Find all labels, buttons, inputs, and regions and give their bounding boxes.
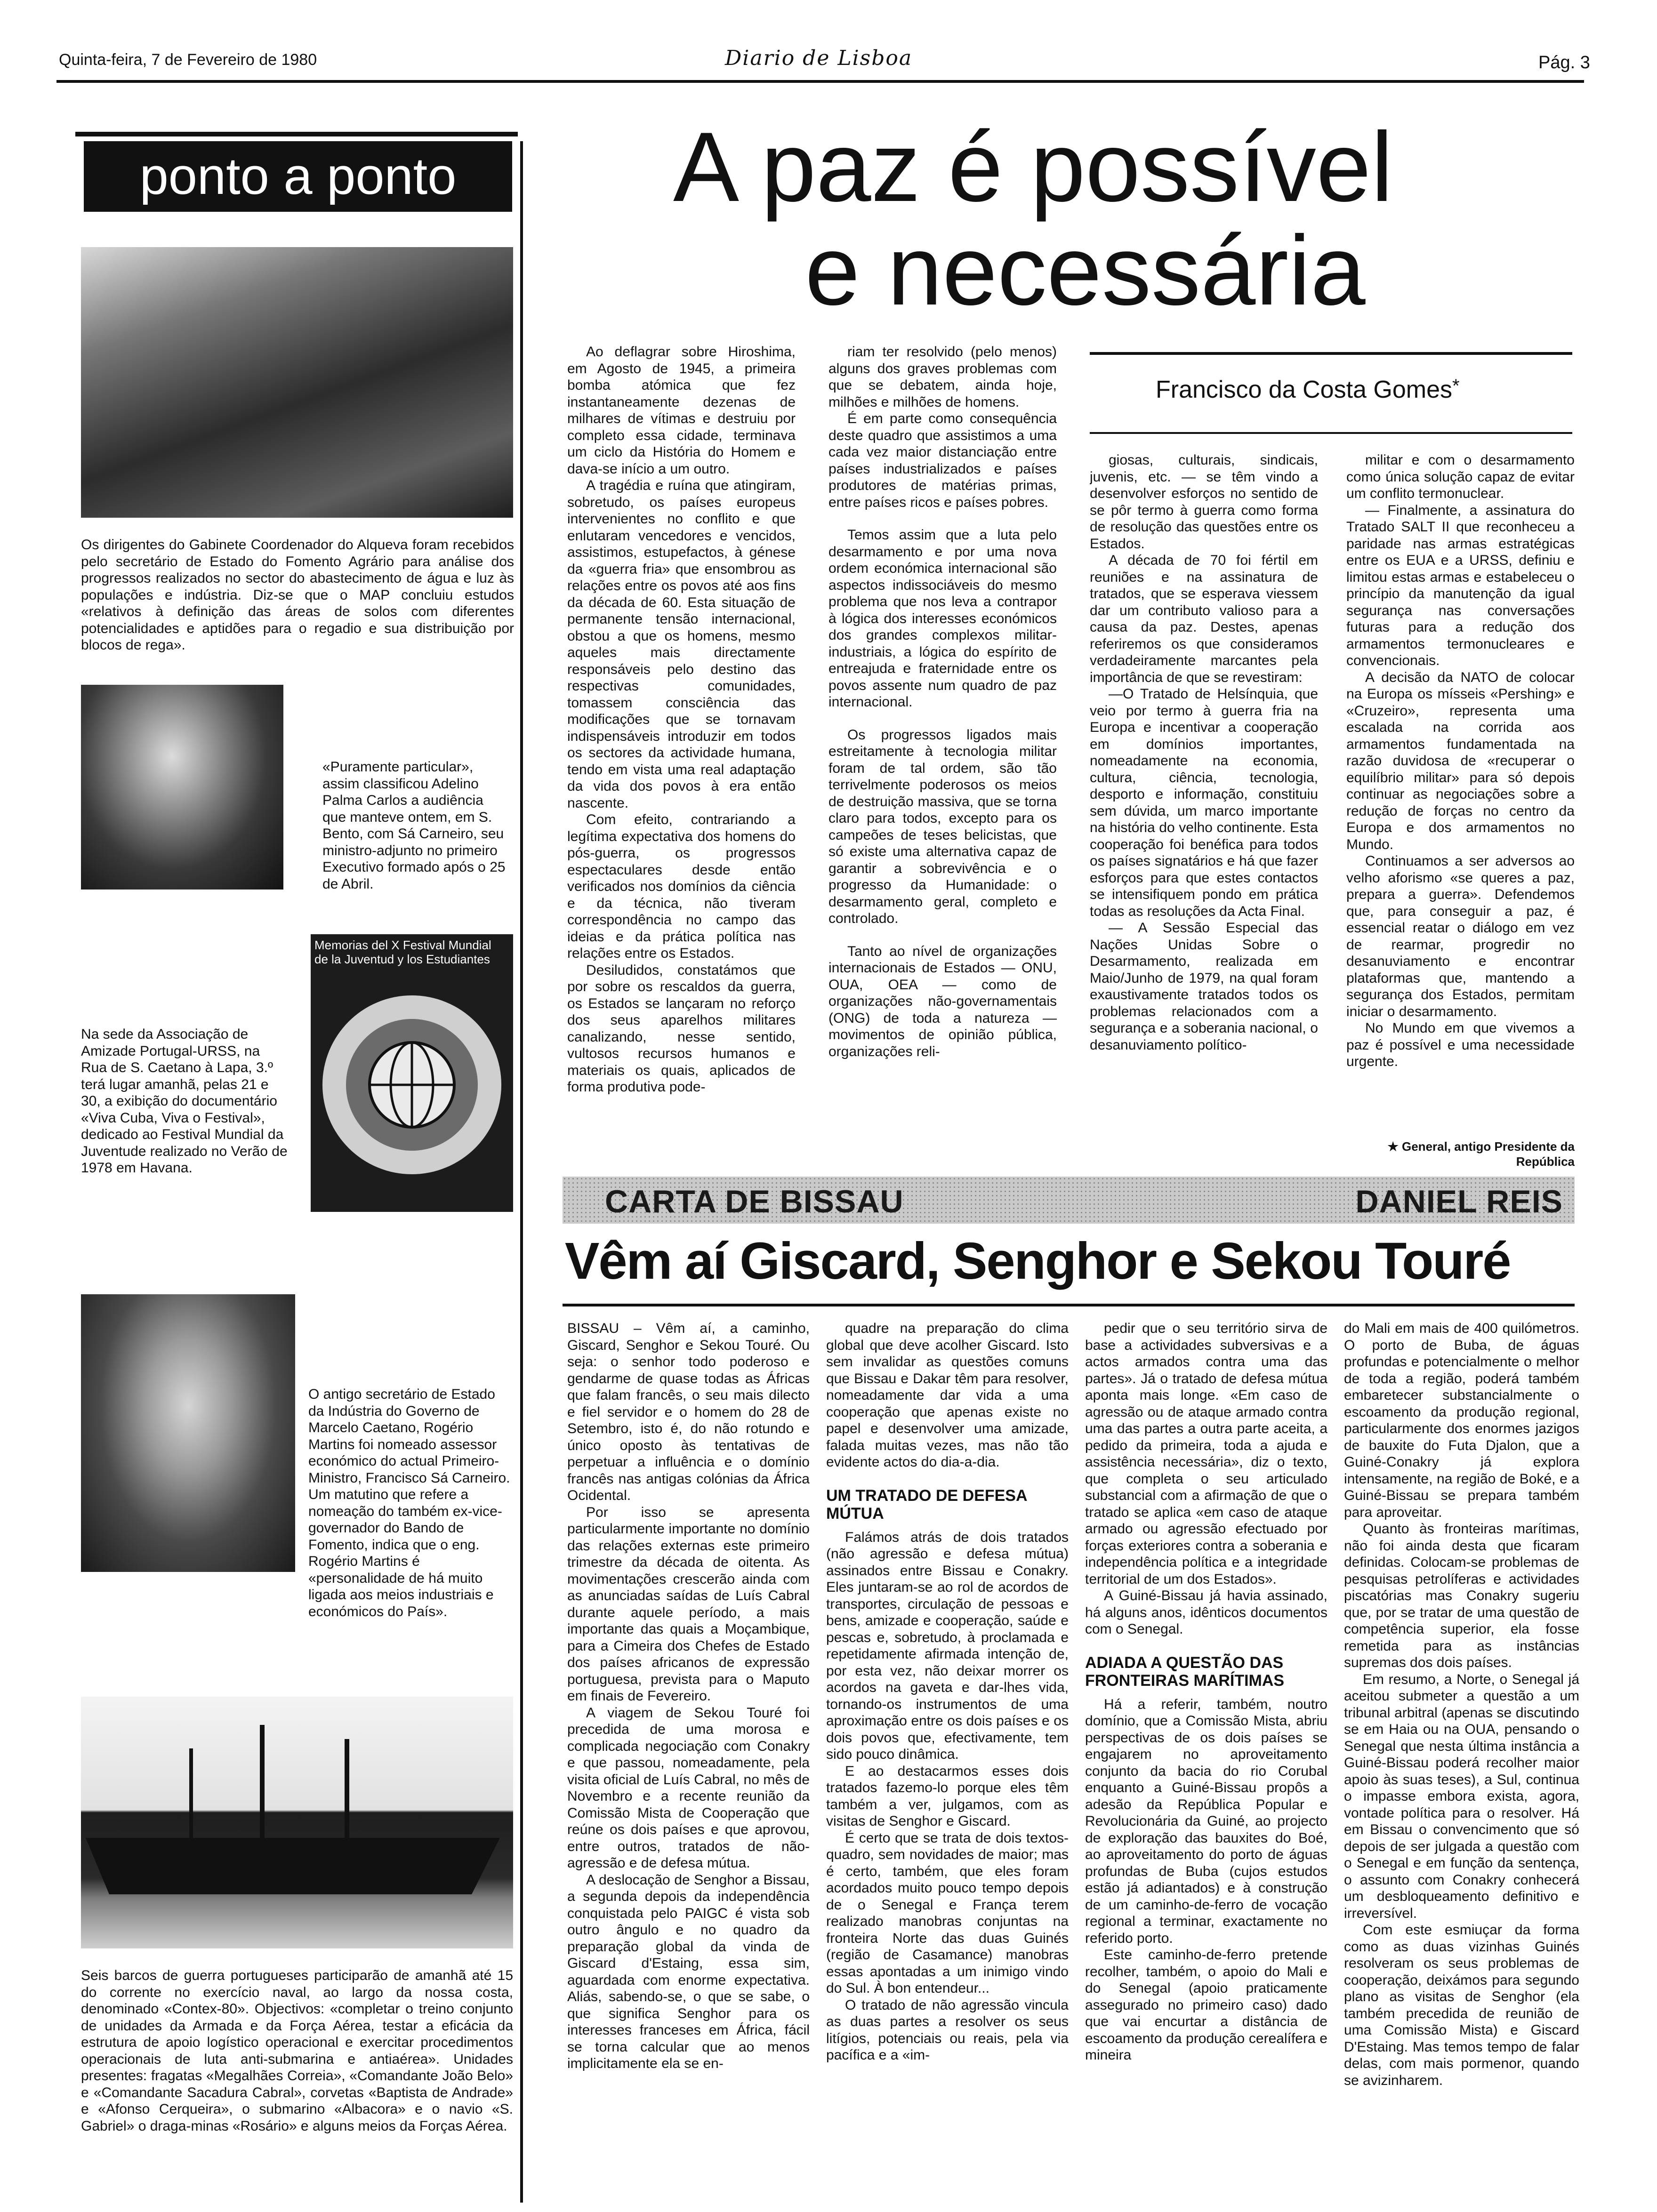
- paragraph: É certo que se trata de dois textos-quadro, sem novidades de maior; mas é certo, também, que eles foram acordados muito pouco tempo depois de o Senegal e França terem realizado manobras conjuntas na fronteira Norte das duas Guinés (região de Casamance) manobras essas apontadas a um inimigo vindo do Sul. À bon entendeur...: [826, 1830, 1069, 1996]
- article2-column-4: [1344, 1320, 1579, 2203]
- page-number: Pág. 3: [1538, 53, 1590, 72]
- article1-column-2: [828, 344, 1057, 1170]
- paragraph: BISSAU – Vêm aí, a caminho, Giscard, Senghor e Sekou Touré. Ou seja: o senhor todo poderoso e gendarme de quase todas as Áfricas que falam francês, o seu mais dilecto e fiel servidor e o homem do 28 de Setembro, isto é, do não rotundo e único oposto às tentativas de perpetuar a influência e o domínio francês nas antigas colónias da África Ocidental.: [567, 1321, 810, 1503]
- paragraph: A viagem de Sekou Touré foi precedida de uma morosa e complicada negociação com Conakry e que passou, nomeadamente, pela visita oficial de Luís Cabral, no mês de Novembro e a recente reunião da Comissão Mista de Cooperação que reúne os dois países e que aprovou, entre outros, tratados de não-agressão e de defesa mútua.: [567, 1705, 810, 1871]
- paragraph: A década de 70 foi fértil em reuniões e na assinatura de tratados, que se esperava viessem dar um contributo valioso para a causa da paz. Destes, apenas referiremos os que consideramos verdadeiramente marcantes pela importância de que se revestiram:: [1090, 553, 1318, 685]
- article2-column-3: [1085, 1320, 1327, 2203]
- sidebar-caption-5: Seis barcos de guerra portugueses participarão de amanhã até 15 do corrente no exercício naval, ao largo da nossa costa, denominado «Contex-80». Objectivos: «completar o treino conjunto de unidades da Armada e da Força Aérea, testar a eficácia da estrutura de apoio logístico operacional e exercitar procedimentos operacionais de luta anti-submarina e antiaérea». Unidades presentes: fragatas «Megalhães Correia», «Comandante João Belo» e «Comandante Sacadura Cabral», corvetas «Baptista de Andrade» e «Afonso Cerqueira», o submarino «Albacora» e o navio «S. Gabriel» o draga-minas «Rosário» e alguns meios da Forças Aérea.: [81, 1968, 513, 2134]
- paragraph: Os progressos ligados mais estreitamente à tecnologia militar foram de tal ordem, são tão terrivelmente poderosos os meios de destruição massiva, que se torna claro para todos, excepto para os campeões de teses belicistas, que só existe uma alternativa capaz de garantir a sobrevivência e o progresso da Humanidade: o desarmamento geral, completo e controlado.: [828, 727, 1057, 926]
- paragraph: Tanto ao nível de organizações internacionais de Estados — ONU, OUA, OEA — como de organizações não-governamentais (ONG) de toda a natureza — movimentos de opinião pública, organizações reli-: [828, 943, 1057, 1059]
- article2-column-2: [826, 1320, 1069, 2203]
- article1-column-1: [567, 344, 796, 1170]
- paragraph: do Mali em mais de 400 quilómetros. O porto de Buba, de águas profundas e potencialmente o melhor de toda a região, poderá também embaretecer substancialmente o escoamento da produção regional, particularmente dos enormes jazigos de bauxite do Futa Djalon, que a Guiné-Conakry já explora intensamente, na região de Boké, e a Guiné-Bissau se prepara também para aproveitar.: [1344, 1321, 1579, 1520]
- sidebar-top-rule: [75, 132, 518, 136]
- paragraph: Quanto às fronteiras marítimas, não foi ainda desta que ficaram definidas. Colocam-se problemas de pesquisas petrolíferas e actividades piscatórias mas Conakry sugeriu que, por se tratar de uma questão de competência superior, ela fosse remetida para as instâncias supremas dos dois países.: [1344, 1521, 1579, 1670]
- banner-author: DANIEL REIS: [1355, 1184, 1563, 1219]
- paragraph: quadre na preparação do clima global que deve acolher Giscard. Isto sem invalidar as questões comuns que Bissau e Dakar têm para resolver, nomeadamente dar vida a uma cooperação que apenas existe no papel e desenvolver uma amizade, falada muitas vezes, mas não tão evidente actos do dia-a-dia.: [826, 1321, 1069, 1470]
- paragraph: riam ter resolvido (pelo menos) alguns dos graves problemas com que se debatem, ainda hoje, milhões e milhões de homens.: [828, 344, 1057, 410]
- subhead-defesa-mutua: UM TRATADO DE DEFESA MÚTUA: [826, 1486, 1027, 1523]
- alqueva-photo: [81, 247, 513, 518]
- article1-footnote: ★ General, antigo Presidente da República: [1387, 1139, 1575, 1169]
- article2-headline-rule: [563, 1304, 1575, 1306]
- paragraph: —O Tratado de Helsínquia, que veio por termo à guerra fria na Europa e incentivar a cooperação em domínios importantes, nomeadamente na economia, cultura, ciência, tecnologia, desporto e informação, constituiu sem dúvida, um marco importante na história do velho continente. Esta cooperação foi benéfica para todos os países signatários e há que fazer esforços para que estes contactos se intensifiquem pondo em prática todas as resoluções da Acta Final.: [1090, 686, 1318, 919]
- paragraph: Em resumo, a Norte, o Senegal já aceitou submeter a questão a um tribunal arbitral (apenas se discutindo se em Haia ou na OUA, pensando o Senegal que nesta última instância a Guiné-Bissau poderá recolher maior apoio às suas teses), a Sul, continua o impasse embora exista, agora, vontade política para o resolver. Há em Bissau o convencimento que só depois de ser julgada a questão com o Senegal e em função da sentença, o assunto com Conakry conhecerá um desbloqueamento definitivo e irreversível.: [1344, 1671, 1579, 1921]
- subhead-fronteiras-maritimas: ADIADA A QUESTÃO DAS FRONTEIRAS MARÍTIMAS: [1085, 1653, 1285, 1690]
- festival-emblem-icon: [311, 967, 513, 1212]
- paragraph: militar e com o desarmamento como única solução capaz de evitar um conflito termonuclear.: [1346, 452, 1575, 501]
- banner-section-title: CARTA DE BISSAU: [605, 1184, 904, 1219]
- sidebar-caption-4: O antigo secretário de Estado da Indústria do Governo de Marcelo Caetano, Rogério Martins foi nomeado assessor económico do actual Primeiro-Ministro, Francisco Sá Carneiro. Um matutino que refere a nomeação do também ex-vice-governador do Bando de Fomento, indica que o eng. Rogério Martins é «personalidade de há muito ligada aos meios industriais e económicos do País».: [308, 1387, 510, 1619]
- article2-column-1: [567, 1320, 810, 2203]
- paragraph: pedir que o seu território sirva de base a actividades subversivas e a actos armados contra uma das partes». Já o tratado de defesa mútua aponta mais longe. «Em caso de agressão ou de ataque armado contra uma das partes a outra parte aceita, a pedido da primeira, toda a ajuda e assistência necessária», diz o texto, que completa o seu articulado substancial com a afirmação de que o tratado se aplica «em caso de ataque armado ou agressão efectuado por forças exteriores contra a soberania e independência política e a integridade territorial de um dos Estados».: [1085, 1321, 1327, 1587]
- paragraph: — Finalmente, a assinatura do Tratado SALT II que reconheceu a paridade nas armas estratégicas entre os EUA e a URSS, definiu e limitou estas armas e estabeleceu o princípio da manutenção da igual segurança nas conversações futuras para a redução dos armamentos termonucleares e convencionais.: [1346, 502, 1575, 668]
- paragraph: Falámos atrás de dois tratados (não agressão e defesa mútua) assinados entre Bissau e Conakry. Eles juntaram-se ao rol de acordos de transportes, circulação de pessoas e bens, amizade e cooperação, saúde e pescas e, sobretudo, à proclamada e repetidamente afirmada intenção de, por esta vez, não deixar morrer os acordos na gaveta e dar-lhes vida, tornando-os instrumentos de uma aproximação entre os dois países e os dois povos que, efectivamente, tem sido pouco dinâmica.: [826, 1529, 1069, 1762]
- sidebar-caption-2: «Puramente particular», assim classificou Adelino Palma Carlos a audiência que manteve ontem, em S. Bento, com Sá Carneiro, seu ministro-adjunto no primeiro Executivo formado após o 25 de Abril.: [322, 759, 506, 892]
- byline-bottom-rule: [1090, 432, 1572, 434]
- byline-top-rule: [1090, 352, 1572, 355]
- article1-column-3: [1090, 452, 1318, 1170]
- article1-column-4: [1346, 452, 1575, 1139]
- rogerio-martins-photo: [81, 1294, 295, 1572]
- article1-byline: [1156, 376, 1460, 404]
- paragraph: Há a referir, também, noutro domínio, que a Comissão Mista, abriu perspectivas de os dois países se engajarem no aproveitamento conjunto da bacia do rio Corubal enquanto a Guiné-Bissau propôs a adesão da República Popular e Revolucionária da Guiné, ao projecto de exploração das bauxites do Boé, ao aproveitamento do porto de águas profundas de Buba (cujos estudos estão já adiantados) e à construção de um caminho-de-ferro de vocação regional a terminar, exactamente no referido porto.: [1085, 1696, 1327, 1946]
- paragraph: A decisão da NATO de colocar na Europa os mísseis «Pershing» e «Cruzeiro», representa uma escalada na corrida aos armamentos fundamentada na razão duvidosa de «recuperar o equilíbrio militar» para só depois continuar as negociações sobre a redução de forças no centro da Europa e dos armamentos no Mundo.: [1346, 669, 1575, 852]
- ship-silhouette-icon: [81, 1697, 513, 1948]
- paragraph: Ao deflagrar sobre Hiroshima, em Agosto de 1945, a primeira bomba atómica que fez instantaneamente dezenas de milhares de vítimas e destruiu por completo essa cidade, terminava um ciclo da História do Homem e dava-se início a um outro.: [567, 344, 796, 477]
- header-date: Quinta-feira, 7 de Fevereiro de 1980: [59, 51, 317, 69]
- paragraph: Desiludidos, constatámos que por sobre os rescaldos da guerra, os Estados se lançaram no reforço dos seus aparelhos militares canalizando, nesse sentido, vultosos recursos humanos e materiais os quais, aplicados de forma produtiva pode-: [567, 962, 796, 1095]
- paragraph: É em parte como consequência deste quadro que assistimos a uma cada vez maior distanciação entre países industrializados e países produtores de matérias primas, entre países ricos e países pobres.: [828, 411, 1057, 510]
- paragraph: Continuamos a ser adversos ao velho aforismo «se queres a paz, prepara a guerra». Defendemos que, para conseguir a paz, é essencial reatar o diálogo em vez de rearmar, progredir no desanuviamento e encontrar plataformas que, mantendo a segurança dos Estados, permitam iniciar o desarmamento.: [1346, 853, 1575, 1019]
- sidebar-caption-1: Os dirigentes do Gabinete Coordenador do Alqueva foram recebidos pelo secretário de Estado do Fomento Agrário para análise dos progressos realizados no sector do abastecimento de água e luz às populações e indústria. Diz-se que o MAP concluiu estudos «relativos à definição das áreas de solos com diferentes potencialidades e aptidões para o regadio e sua distribuição por blocos de rega».: [81, 537, 514, 653]
- paragraph: Com este esmiuçar da forma como as duas vizinhas Guinés resolveram os seus problemas de cooperação, deixámos para segundo plano as visitas de Senghor (ela também precedida de reunião de uma Comissão Mista) e Giscard D'Estaing. Mas temos tempo de falar delas, com mais pormenor, quando se avizinharem.: [1344, 1922, 1579, 2088]
- paragraph: giosas, culturais, sindicais, juvenis, etc. — se têm vindo a desenvolver esforços no sentido de se pôr termo à guerra como forma de resolução das questões entre os Estados.: [1090, 452, 1318, 552]
- paragraph: A Guiné-Bissau já havia assinado, há alguns anos, idênticos documentos com o Senegal.: [1085, 1588, 1327, 1637]
- byline-mark: *: [1452, 376, 1460, 396]
- sidebar-caption-3: Na sede da Associação de Amizade Portugal-URSS, na Rua de S. Caetano à Lapa, 3.º terá lugar amanhã, pelas 21 e 30, a exibição do documentário «Viva Cuba, Viva o Festival», dedicado ao Festival Mundial da Juventude realizado no Verão de 1978 em Havana.: [81, 1026, 288, 1176]
- header-rule: [56, 80, 1584, 83]
- article2-headline: Vêm aí Giscard, Senghor e Sekou Touré: [565, 1232, 1511, 1290]
- masthead: Diario de Lisboa: [725, 46, 913, 70]
- paragraph: E ao destacarmos esses dois tratados fazemo-lo porque eles têm também a ver, julgamos, com as visitas de Senghor e Giscard.: [826, 1763, 1069, 1829]
- paragraph: Este caminho-de-ferro pretende recolher, também, o apoio do Mali e do Senegal (apoio praticamente assegurado no primeiro caso) dado que vai encurtar a distância de escoamento da produção cerealífera e mineira: [1085, 1947, 1327, 2063]
- warship-photo: [81, 1697, 513, 1948]
- paragraph: Com efeito, contrariando a legítima expectativa dos homens do pós-guerra, os progressos espectaculares desde então verificados nos domínios da ciência e da técnica, não tiveram correspondência no campo das ideias e da prática política nas relações entre os Estados.: [567, 812, 796, 961]
- sidebar-right-rule: [520, 141, 523, 2203]
- paragraph: A deslocação de Senghor a Bissau, a segunda depois da independência conquistada pelo PAIGC é vista sob outro ângulo e no quadro da preparação global da vinda de Giscard d'Estaing, essa sim, aguardada com enorme expectativa. Aliás, sabendo-se, o que se sabe, o que significa Senghor para os interesses franceses em África, fácil se torna calcular que ao menos implicitamente ela se en-: [567, 1872, 810, 2071]
- paragraph: — A Sessão Especial das Nações Unidas Sobre o Desarmamento, realizada em Maio/Junho de 1979, na qual foram exaustivamente tratados todos os problemas relacionados com a segurança e a soberania nacional, o desanuviamento político-: [1090, 920, 1318, 1053]
- paragraph: No Mundo em que vivemos a paz é possível e uma necessidade urgente.: [1346, 1020, 1575, 1069]
- carta-de-bissau-banner: [563, 1177, 1575, 1224]
- festival-poster: [311, 934, 513, 1212]
- paragraph: Temos assim que a luta pelo desarmamento e por uma nova ordem económica internacional são aspectos indissociáveis do mesmo problema que nos leva a contrapor à lógica dos interesses económicos dos grandes complexos militar-industriais, a lógica do espírito de entreajuda e fraternidade entre os povos assente num quadro de paz internacional.: [828, 527, 1057, 710]
- festival-poster-text: Memorias del X Festival Mundial de la Juventud y los Estudiantes: [314, 938, 491, 966]
- article1-headline-line2: e necessária: [805, 215, 1366, 326]
- sidebar-section-title: ponto a ponto: [84, 141, 512, 212]
- article1-headline-line1: A paz é possível: [673, 112, 1393, 222]
- paragraph: O tratado de não agressão vincula as duas partes a resolver os seus litígios, potenciais ou reais, pela via pacífica e a «im-: [826, 1997, 1069, 2063]
- paragraph: A tragédia e ruína que atingiram, sobretudo, os países europeus intervenientes no conflito e que enlutaram vencedores e vencidos, assistimos, estupefactos, à génese da «guerra fria» que ensombrou as relações entre os povos até aos fins da década de 60. Esta situação de permanente tensão internacional, obstou a que os homens, mesmo aqueles mais directamente responsáveis pelo destino das respectivas comunidades, tomassem consciência das modificações que se tornavam indispensáveis introduzir em todos os sectores da actividade humana, tendo em vista uma real adaptação da vida dos povos à era então nascente.: [567, 478, 796, 811]
- byline-name: Francisco da Costa Gomes: [1156, 376, 1453, 403]
- paragraph: Por isso se apresenta particularmente importante no domínio das relações externas este primeiro trimestre da década de oitenta. As movimentações crescerão ainda com as anunciadas saídas de Luís Cabral durante aquele período, a mais importante das quais a Moçambique, para a Cimeira dos Chefes de Estado dos países africanos de expressão portuguesa, prevista para o Maputo em finais de Fevereiro.: [567, 1504, 810, 1704]
- palma-carlos-photo: [81, 685, 283, 890]
